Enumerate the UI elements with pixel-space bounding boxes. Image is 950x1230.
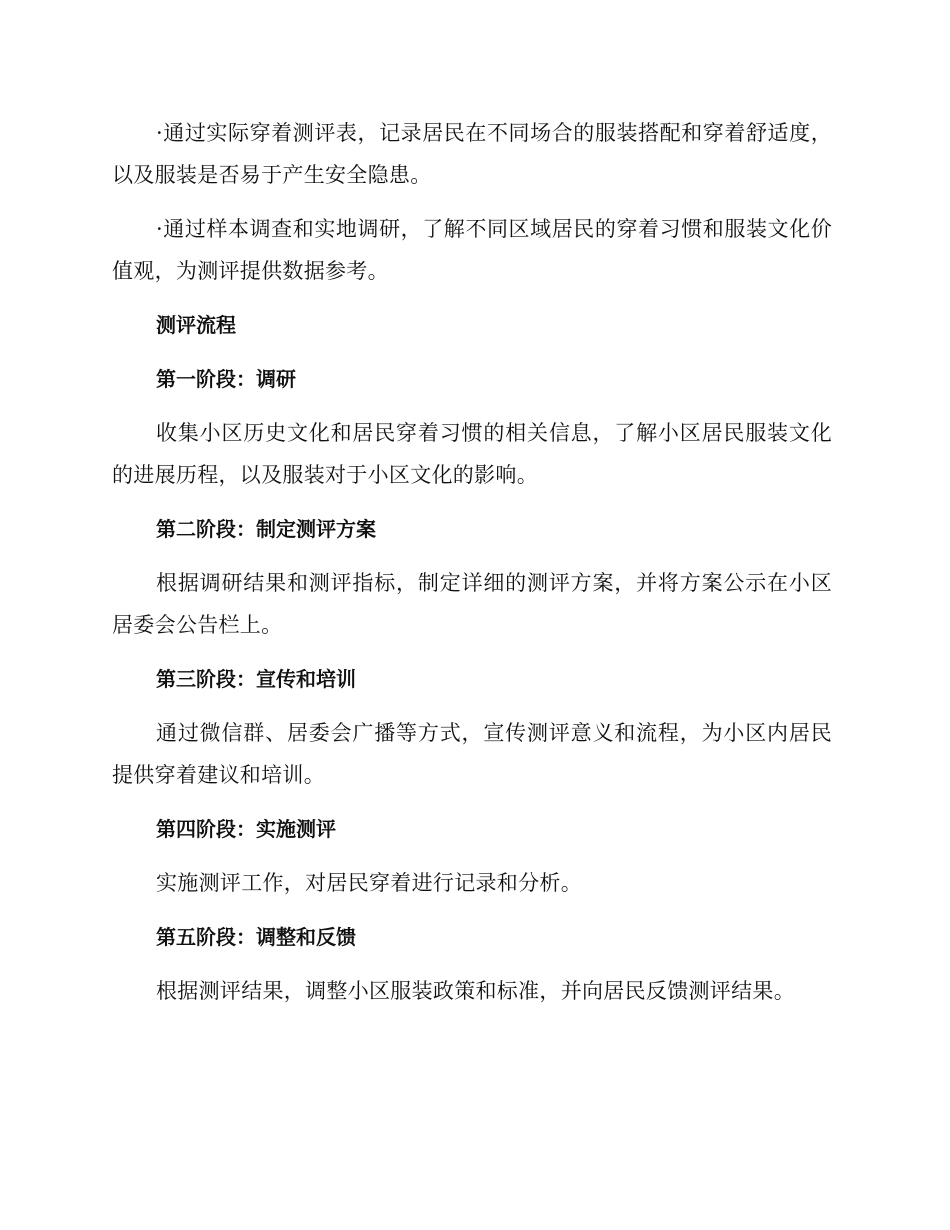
stage-3-title: 第三阶段：宣传和培训 xyxy=(156,667,356,691)
document-page xyxy=(112,112,832,1024)
bullet-paragraph-2: ·通过样本调查和实地调研，了解不同区域居民的穿着习惯和服装文化价值观，为测评提供数据参考。 xyxy=(112,217,832,283)
stage-5-title: 第五阶段：调整和反馈 xyxy=(156,925,356,949)
stage-2-text: 根据调研结果和测评指标，制定详细的测评方案，并将方案公示在小区居委会公告栏上。 xyxy=(112,571,832,637)
stage-2-title: 第二阶段：制定测评方案 xyxy=(156,517,376,541)
stage-4-text: 实施测评工作，对居民穿着进行记录和分析。 xyxy=(156,871,582,895)
bullet-paragraph-1: ·通过实际穿着测评表，记录居民在不同场合的服装搭配和穿着舒适度，以及服装是否易于产生安全隐患。 xyxy=(112,121,832,187)
stage-3-text: 通过微信群、居委会广播等方式，宣传测评意义和流程，为小区内居民提供穿着建议和培训。 xyxy=(112,721,832,787)
stage-4-title: 第四阶段：实施测评 xyxy=(156,817,336,841)
stage-1-title: 第一阶段：调研 xyxy=(156,367,296,391)
stage-5-text: 根据测评结果，调整小区服装政策和标准，并向居民反馈测评结果。 xyxy=(156,979,795,1003)
section-title: 测评流程 xyxy=(156,313,236,337)
stage-1-text: 收集小区历史文化和居民穿着习惯的相关信息，了解小区居民服装文化的进展历程，以及服装对于小区文化的影响。 xyxy=(112,421,832,487)
